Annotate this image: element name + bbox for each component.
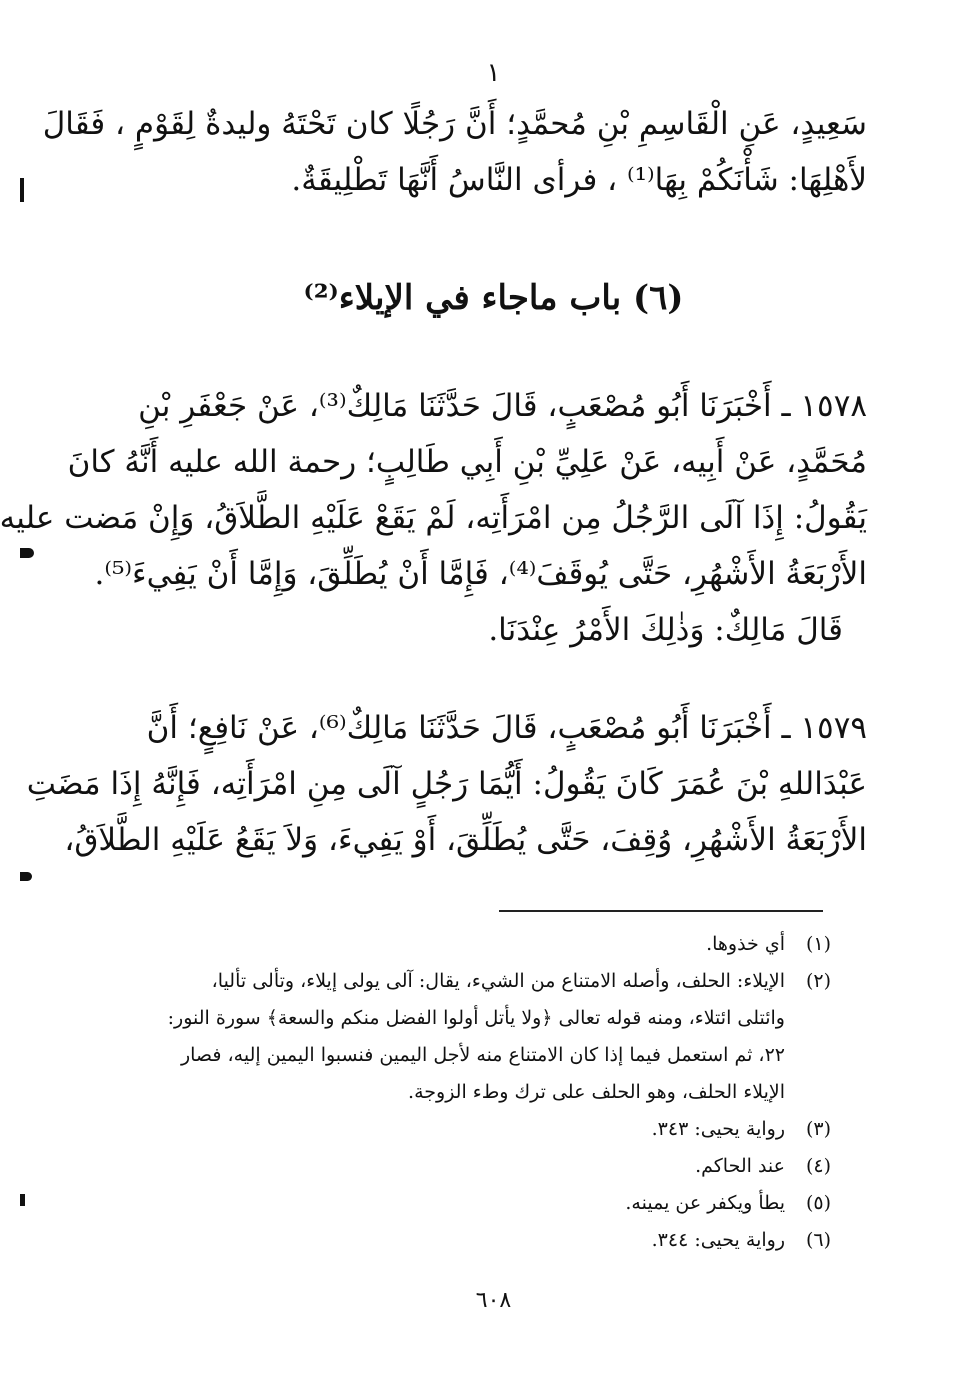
text-line: لأَهْلِهَا: شَأْنَكُمْ بِهَا⁽¹⁾ ، فرأى النَّاسُ أَنَّهَا تَطْلِيقَةٌ. [291, 162, 867, 198]
footnote [120, 963, 831, 1111]
text-line: عَبْدَاللهِ بْنَ عُمَرَ كَانَ يَقُولُ: أَيُّمَا رَجُلٍ آلَى مِنِ امْرَأَتِه، فَإِنَّهُ إِذَا مَضَتِ [26, 766, 867, 802]
footnote-number: (١) [805, 933, 831, 955]
opening-paragraph [42, 96, 867, 208]
footnote-divider [499, 910, 823, 912]
text-line: قَالَ مَالِكٌ: وَذٰلِكَ الأَمْرُ عِنْدَنَا. [488, 612, 843, 648]
footnote [120, 926, 831, 963]
scan-edge-mark [20, 548, 34, 558]
text-line: الأَرْبَعَةُ الأَشْهُرِ، وُقِفَ، حَتَّى يُطَلِّقَ، أَوْ يَفِيءَ، وَلاَ يَقَعُ عَلَيْهِ الطَّلاَقُ، [64, 822, 867, 858]
footnote-number: (٢) [805, 970, 831, 992]
footnote-text: يطأ ويكفر عن يمينه. [625, 1192, 785, 1214]
footnote [120, 1185, 831, 1222]
footnote [120, 1148, 831, 1185]
footnote-text: ٢٢، ثم استعمل فيما إذا كان الامتناع منه لأجل اليمين فنسبوا اليمين إليه، فصار [180, 1044, 785, 1066]
chapter-heading: (٦) باب ماجاء في الإيلاء⁽²⁾ [303, 278, 684, 318]
scan-edge-mark [20, 1194, 25, 1206]
text-line: الأَرْبَعَةُ الأَشْهُرِ، حَتَّى يُوقَفَ⁽⁴⁾، فَإِمَّا أَنْ يُطَلِّقَ، وَإِمَّا أَنْ يَفِيءَ⁽⁵⁾. [94, 556, 867, 592]
text-line: ١٥٧٨ ـ أَخْبَرَنَا أَبُو مُصْعَبٍ، قَالَ حَدَّثَنَا مَالِكٌ⁽³⁾، عَنْ جَعْفَرِ بْنِ [138, 388, 867, 424]
hadith-1578 [0, 378, 867, 658]
footnote-text: رواية يحيى: ٣٤٤. [651, 1229, 785, 1251]
text-line: سَعِيدٍ، عَنِ الْقَاسِمِ بْنِ مُحمَّدٍ؛ أَنَّ رَجُلًا كان تَحْتَهُ وليدةٌ لِقَوْمٍ ، فَقَالَ [42, 106, 867, 142]
footnote-text: وائتلى ائتلاء، ومنه قوله تعالى ﴿ولا يأتل أولوا الفضل منكم والسعة﴾ سورة النور: [167, 1007, 785, 1029]
scan-edge-mark [20, 178, 24, 202]
footnote-text: الإيلاء: الحلف، وأصله الامتناع من الشيء، يقال: آلى يولى إيلاء، وتألى تأليا، [211, 970, 785, 992]
text-line: يَقُولُ: إِذَا آلَى الرَّجُلُ مِن امْرَأَتِه، لَمْ يَقَعْ عَلَيْهِ الطَّلاَقُ، وَإِنْ مَضت عليه [0, 500, 867, 536]
footnote-text: عند الحاكم. [695, 1155, 785, 1177]
text-line: ١٥٧٩ ـ أَخْبَرَنَا أَبُو مُصْعَبٍ، قَالَ حَدَّثَنَا مَالِكٌ⁽⁶⁾، عَنْ نَافِعٍ؛ أَنَّ [146, 710, 867, 746]
footnote-number: (٤) [805, 1155, 831, 1177]
scan-edge-mark [20, 872, 32, 881]
footnote-text: أي خذوها. [706, 933, 785, 955]
footnote [120, 1111, 831, 1148]
footnote-text: الإيلاء الحلف، وهو الحلف على ترك وطء الزوجة. [408, 1081, 785, 1103]
footnotes [120, 926, 831, 1259]
footnote-number: (٥) [805, 1192, 831, 1214]
page-number: ٦٠٨ [475, 1288, 512, 1313]
footnote-number: (٣) [805, 1118, 831, 1140]
hadith-1579 [26, 700, 867, 868]
text-line: مُحَمَّدٍ، عَنْ أَبِيه، عَنْ عَلِيِّ بْنِ أَبِي طَالِبٍ؛ رحمة الله عليه أَنَّهُ كانَ [67, 444, 867, 480]
top-mark: ١ [486, 58, 501, 88]
footnote-number: (٦) [805, 1229, 831, 1251]
footnote [120, 1222, 831, 1259]
footnote-text: رواية يحيى: ٣٤٣. [651, 1118, 785, 1140]
